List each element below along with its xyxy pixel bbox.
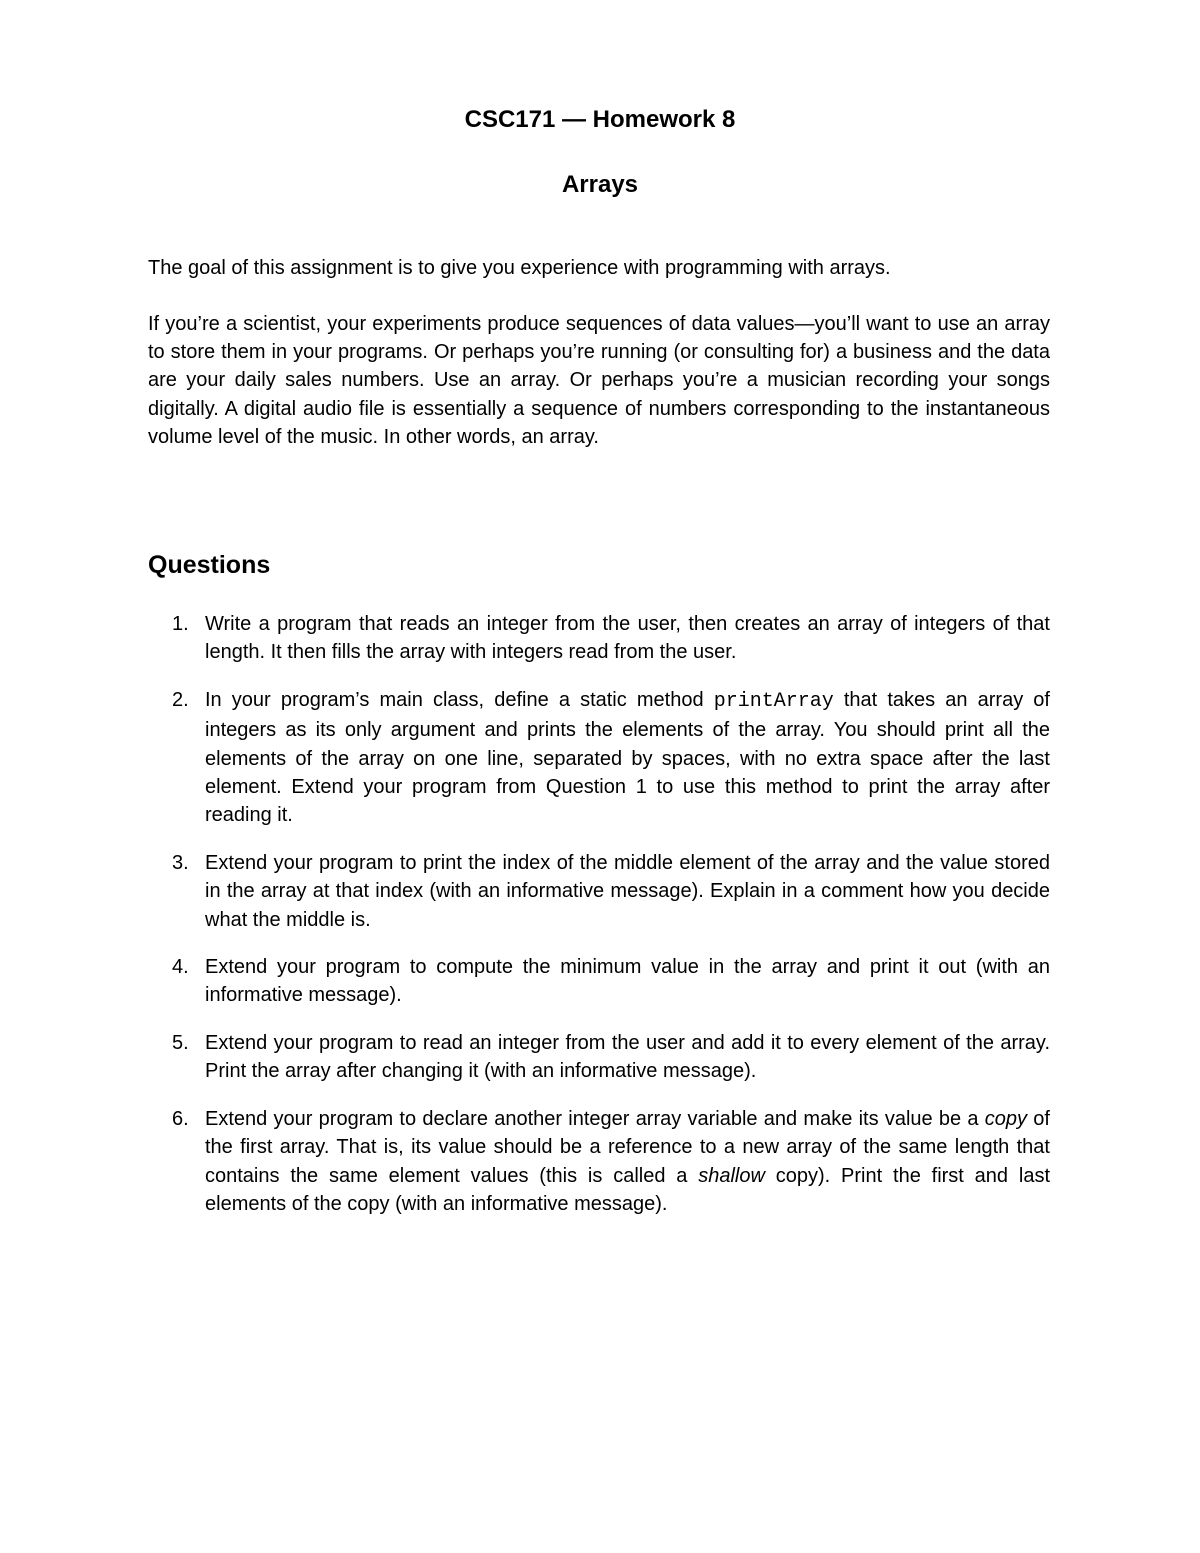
document-title: CSC171 — Homework 8: [464, 106, 736, 133]
question-number: 1.: [172, 613, 189, 635]
emphasis-shallow: shallow: [698, 1164, 765, 1187]
emphasis-copy: copy: [984, 1107, 1028, 1130]
question-text: Extend your program to declare another integer array variable and make its value be a: [205, 1107, 985, 1130]
question-text: of the first array. That is, its value should be a reference to a new array of the same length that contains the same element values (this is called a: [205, 1107, 1050, 1187]
questions-heading: Questions: [148, 551, 271, 579]
question-text: Extend your program to print the index of the middle element of the array and the value stored in the array at that index (with an informative message). Explain in a comment how you decide what the middle is.: [205, 851, 1050, 931]
questions-list: [148, 610, 1050, 1237]
question-text: In your program’s main class, define a static method: [205, 688, 714, 711]
question-item-5: [148, 1029, 1050, 1086]
document-subtitle: Arrays: [561, 171, 639, 198]
intro-paragraph: If you’re a scientist, your experiments produce sequences of data values—you’ll want to use an array to store them in your programs. Or perhaps you’re running (or consulting for) a business and the data are your daily sales numbers. Use an array. Or perhaps you’re a musician recording your songs digitally. A digital audio file is essentially a sequence of numbers corresponding to the instantaneous volume level of the music. In other words, an array.: [148, 313, 1050, 448]
question-number: 3.: [172, 851, 189, 874]
question-text: Extend your program to read an integer from the user and add it to every element of the array. Print the array after changing it (with an informative message).: [205, 1031, 1050, 1083]
question-text: Extend your program to compute the minimum value in the array and print it out (with an informative message).: [205, 956, 1050, 1007]
question-item-6: [148, 1105, 1050, 1219]
question-text: Write a program that reads an integer from the user, then creates an array of integers of that length. It then fills the array with integers read from the user.: [205, 613, 1050, 664]
question-text: that takes an array of integers as its only argument and prints the elements of the array. You should print all the elements of the array on one line, separated by spaces, with no extra space after the last element. Extend your program from Question 1 to use this method to print the array after reading it.: [205, 688, 1050, 827]
question-item-2: [148, 686, 1050, 830]
question-number: 2.: [172, 688, 189, 711]
question-number: 4.: [172, 956, 189, 979]
code-print-array: printArray: [713, 689, 834, 713]
question-item-4: [148, 953, 1050, 1010]
question-text: copy). Print the first and last elements of the copy (with an informative message).: [205, 1164, 1051, 1215]
question-number: 5.: [172, 1031, 189, 1054]
goal-paragraph: The goal of this assignment is to give you experience with programming with arrays.: [148, 257, 891, 279]
question-item-1: [148, 610, 1050, 667]
question-number: 6.: [172, 1107, 189, 1130]
question-item-3: [148, 849, 1050, 934]
